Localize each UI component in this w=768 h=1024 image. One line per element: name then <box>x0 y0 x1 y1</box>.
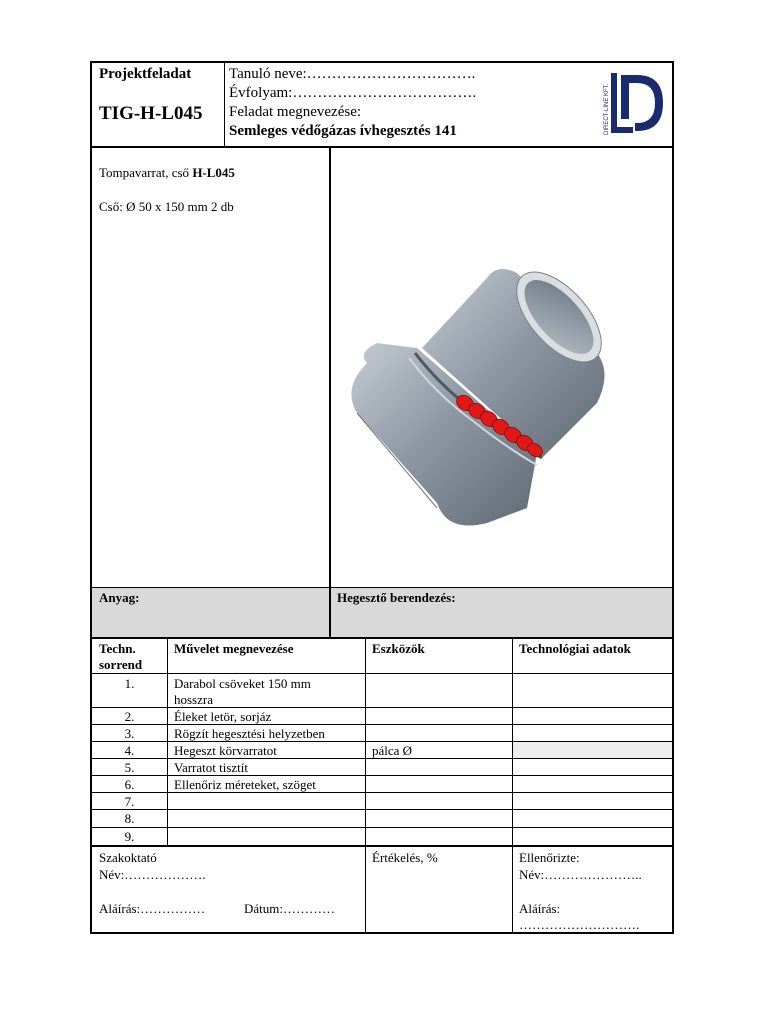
divider <box>167 639 168 846</box>
row-operation: Hegeszt körvarratot <box>174 743 277 758</box>
pipe-illustration <box>337 253 667 543</box>
row-number: 3. <box>124 726 135 741</box>
description-code: H-L045 <box>192 165 235 180</box>
divider <box>92 809 672 810</box>
row-operation: Rögzít hegesztési helyzetben <box>174 726 325 741</box>
checked-by-signature-field: ………………………. <box>519 917 640 932</box>
col-header-order-2: sorrend <box>99 657 143 672</box>
divider <box>329 588 331 637</box>
date-field: Dátum:………… <box>244 901 335 916</box>
row-operation: Darabol csöveket 150 mm <box>174 676 311 691</box>
row-operation: Éleket letör, sorjáz <box>174 709 272 724</box>
instructor-name-field: Név:………………. <box>99 867 206 882</box>
row-number: 1. <box>124 676 135 691</box>
checked-by-label: Ellenőrizte: <box>519 850 580 865</box>
project-code: TIG-H-L045 <box>99 103 203 124</box>
worksheet <box>90 61 674 934</box>
company-logo <box>597 69 669 141</box>
col-header-operation: Művelet megnevezése <box>174 641 294 656</box>
row-tool: pálca Ø <box>372 743 413 758</box>
divider <box>365 639 366 932</box>
divider <box>92 827 672 828</box>
divider <box>92 146 672 148</box>
description-text: Tompavarrat, cső <box>99 165 193 180</box>
material-label: Anyag: <box>99 590 140 605</box>
project-label: Projektfeladat <box>99 66 192 82</box>
row-number: 9. <box>124 829 135 844</box>
divider <box>92 792 672 793</box>
checked-by-signature-label: Aláírás: <box>519 901 561 916</box>
year-field: Évfolyam:………………………………. <box>229 85 477 101</box>
task-label: Feladat megnevezése: <box>229 104 362 120</box>
divider <box>512 639 513 932</box>
description-line2: Cső: Ø 50 x 150 mm 2 db <box>99 199 234 214</box>
col-header-order: Techn. <box>99 641 136 656</box>
equipment-label: Hegesztő berendezés: <box>337 590 456 605</box>
evaluation-label: Értékelés, % <box>372 850 438 865</box>
row-operation: Varratot tisztít <box>174 760 249 775</box>
instructor-signature-field: Aláírás:…………… <box>99 901 206 916</box>
col-header-tools: Eszközök <box>372 641 425 656</box>
row-operation: Ellenőriz méreteket, szöget <box>174 777 316 792</box>
checked-by-name-field: Név:………………….. <box>519 867 642 882</box>
divider <box>92 673 672 674</box>
student-name-field: Tanuló neve:……………………………. <box>229 66 476 82</box>
row-number: 5. <box>124 760 135 775</box>
row-operation-cont: hosszra <box>174 692 213 707</box>
description-line1 <box>99 165 235 181</box>
divider <box>92 637 672 639</box>
row-number: 8. <box>124 811 135 826</box>
row-number: 6. <box>124 777 135 792</box>
divider <box>224 63 225 147</box>
col-header-tech-data: Technológiai adatok <box>519 641 631 656</box>
instructor-label: Szakoktató <box>99 850 157 865</box>
shaded-cell <box>513 742 672 758</box>
divider <box>329 147 331 589</box>
task-title: Semleges védőgázas ívhegesztés 141 <box>229 123 457 139</box>
divider <box>92 845 672 847</box>
row-number: 7. <box>124 794 135 809</box>
row-number: 2. <box>124 709 135 724</box>
row-number: 4. <box>124 743 135 758</box>
svg-text:DIRECT-LINE KFT.: DIRECT-LINE KFT. <box>604 83 610 135</box>
